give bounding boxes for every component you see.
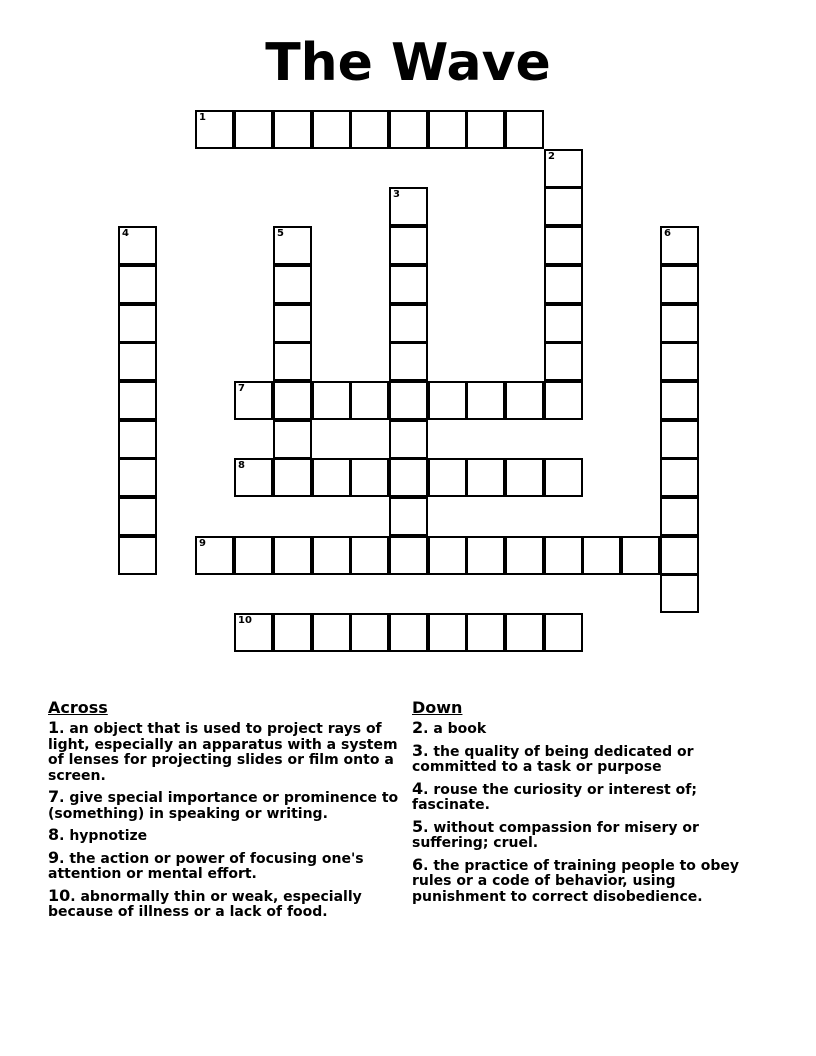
- grid-cell[interactable]: [389, 497, 428, 536]
- grid-cell[interactable]: [428, 110, 467, 149]
- grid-cell[interactable]: [273, 381, 312, 420]
- grid-cell[interactable]: [544, 304, 583, 343]
- grid-cell[interactable]: [312, 110, 351, 149]
- grid-cell[interactable]: [234, 458, 273, 497]
- grid-cell[interactable]: [660, 536, 699, 575]
- cell-number: 6: [664, 228, 671, 239]
- grid-cell[interactable]: [660, 420, 699, 459]
- grid-cell[interactable]: [544, 149, 583, 188]
- grid-cell[interactable]: [312, 381, 351, 420]
- clue-text: the practice of training people to obey rules or a code of behavior, using punishment to correct disobedience.: [412, 857, 740, 905]
- cell-number: 7: [238, 383, 245, 394]
- grid-cell[interactable]: [118, 420, 157, 459]
- grid-cell[interactable]: [660, 265, 699, 304]
- clue-text: rouse the curiosity or interest of; fascinate.: [412, 781, 697, 813]
- clue-number: 3: [412, 740, 424, 760]
- grid-cell[interactable]: [234, 536, 273, 575]
- clue-number: 1: [48, 718, 60, 737]
- clue-number: 10: [48, 885, 71, 905]
- grid-cell[interactable]: [389, 613, 428, 652]
- grid-cell[interactable]: [544, 226, 583, 265]
- grid-cell[interactable]: [544, 187, 583, 226]
- grid-cell[interactable]: [389, 458, 428, 497]
- grid-cell[interactable]: [466, 458, 505, 497]
- grid-cell[interactable]: [312, 536, 351, 575]
- grid-cell[interactable]: [195, 110, 234, 149]
- grid-cell[interactable]: [466, 613, 505, 652]
- clue-text: hypnotize: [69, 828, 148, 844]
- grid-cell[interactable]: [505, 110, 544, 149]
- grid-cell[interactable]: [544, 342, 583, 381]
- grid-cell[interactable]: [350, 110, 389, 149]
- grid-cell[interactable]: [273, 304, 312, 343]
- grid-cell[interactable]: [118, 536, 157, 575]
- grid-cell[interactable]: [544, 613, 583, 652]
- grid-cell[interactable]: [350, 381, 389, 420]
- cell-number: 10: [238, 615, 252, 626]
- grid-cell[interactable]: [428, 381, 467, 420]
- grid-cell[interactable]: [273, 226, 312, 265]
- grid-cell[interactable]: [350, 458, 389, 497]
- grid-cell[interactable]: [582, 536, 621, 575]
- grid-cell[interactable]: [350, 613, 389, 652]
- grid-cell[interactable]: [273, 458, 312, 497]
- grid-cell[interactable]: [234, 381, 273, 420]
- grid-cell[interactable]: [118, 226, 157, 265]
- clue-across: 7. give special importance or prominence to (something) in speaking or writing.: [48, 787, 399, 822]
- clue-text: without compassion for misery or suffering; cruel.: [412, 819, 699, 851]
- clue-number: 7: [48, 787, 60, 806]
- across-heading: Across: [48, 698, 108, 717]
- grid-cell[interactable]: [389, 265, 428, 304]
- grid-cell[interactable]: [544, 458, 583, 497]
- down-clues: [412, 698, 764, 910]
- clue-text: the action or power of focusing one's attention or mental effort.: [48, 850, 364, 882]
- grid-cell[interactable]: [660, 304, 699, 343]
- clue-number: 5: [412, 816, 424, 836]
- clue-number: 6: [412, 854, 424, 874]
- grid-cell[interactable]: [389, 226, 428, 265]
- clue-across: 9. the action or power of focusing one's attention or mental effort.: [48, 847, 364, 882]
- grid-cell[interactable]: [660, 458, 699, 497]
- cell-number: 5: [277, 228, 284, 239]
- grid-cell[interactable]: [389, 342, 428, 381]
- grid-cell[interactable]: [466, 381, 505, 420]
- grid-cell[interactable]: [428, 613, 467, 652]
- grid-cell[interactable]: [273, 342, 312, 381]
- grid-cell[interactable]: [544, 381, 583, 420]
- grid-cell[interactable]: [273, 420, 312, 459]
- clue-text: give special importance or prominence to (something) in speaking or writing.: [48, 790, 399, 822]
- grid-cell[interactable]: [389, 420, 428, 459]
- grid-cell[interactable]: [195, 536, 234, 575]
- grid-cell[interactable]: [389, 110, 428, 149]
- clue-down: 3. the quality of being dedicated or committed to a task or purpose: [412, 740, 694, 775]
- grid-cell[interactable]: [544, 265, 583, 304]
- grid-cell[interactable]: [466, 536, 505, 575]
- clue-text: abnormally thin or weak, especially because of illness or a lack of food.: [48, 888, 362, 920]
- clue-number: 2: [412, 718, 424, 737]
- grid-cell[interactable]: [505, 458, 544, 497]
- grid-cell[interactable]: [273, 613, 312, 652]
- grid-cell[interactable]: [660, 342, 699, 381]
- grid-cell[interactable]: [428, 458, 467, 497]
- grid-cell[interactable]: [660, 226, 699, 265]
- clue-across: 1. an object that is used to project rays of light, especially an apparatus with a system of lenses for projecting slides or film onto a screen.: [48, 718, 398, 784]
- clue-down: 5. without compassion for misery or suffering; cruel.: [412, 816, 699, 851]
- grid-cell[interactable]: [118, 381, 157, 420]
- grid-cell[interactable]: [660, 381, 699, 420]
- clue-number: 8: [48, 825, 60, 844]
- grid-cell[interactable]: [660, 574, 699, 613]
- cell-number: 1: [199, 112, 206, 123]
- grid-cell[interactable]: [505, 613, 544, 652]
- grid-cell[interactable]: [118, 304, 157, 343]
- clue-down: 6. the practice of training people to obey rules or a code of behavior, using punishment to correct disobedience.: [412, 854, 740, 905]
- down-heading: Down: [412, 698, 463, 717]
- grid-cell[interactable]: [350, 536, 389, 575]
- cell-number: 3: [393, 189, 400, 200]
- grid-cell[interactable]: [312, 613, 351, 652]
- grid-cell[interactable]: [660, 497, 699, 536]
- cell-number: 8: [238, 460, 245, 471]
- grid-cell[interactable]: [505, 381, 544, 420]
- grid-cell[interactable]: [428, 536, 467, 575]
- clue-text: an object that is used to project rays of light, especially an apparatus with a system of lenses for projecting slides or film onto a screen.: [48, 721, 398, 784]
- clue-across: 10. abnormally thin or weak, especially because of illness or a lack of food.: [48, 885, 362, 920]
- grid-cell[interactable]: [118, 342, 157, 381]
- grid-cell[interactable]: [273, 110, 312, 149]
- cell-number: 4: [122, 228, 129, 239]
- clue-down: 2. a book: [412, 718, 487, 737]
- grid-cell[interactable]: [312, 458, 351, 497]
- clue-number: 4: [412, 778, 424, 798]
- cell-number: 9: [199, 538, 206, 549]
- grid-cell[interactable]: [621, 536, 660, 575]
- grid-cell[interactable]: [389, 304, 428, 343]
- grid-cell[interactable]: [273, 536, 312, 575]
- grid-cell[interactable]: [389, 381, 428, 420]
- page-title: The Wave: [265, 33, 551, 93]
- clue-text: a book: [433, 721, 487, 737]
- grid-cell[interactable]: [505, 536, 544, 575]
- clue-text: the quality of being dedicated or committed to a task or purpose: [412, 743, 694, 775]
- grid-cell[interactable]: [389, 187, 428, 226]
- grid-cell[interactable]: [118, 458, 157, 497]
- clue-across: 8. hypnotize: [48, 825, 148, 844]
- clue-number: 9: [48, 847, 60, 867]
- grid-cell[interactable]: [389, 536, 428, 575]
- grid-cell[interactable]: [234, 110, 273, 149]
- grid-cell[interactable]: [273, 265, 312, 304]
- across-clues: [48, 698, 400, 926]
- grid-cell[interactable]: [118, 265, 157, 304]
- grid-cell[interactable]: [466, 110, 505, 149]
- clue-down: 4. rouse the curiosity or interest of; fascinate.: [412, 778, 697, 813]
- grid-cell[interactable]: [544, 536, 583, 575]
- grid-cell[interactable]: [234, 613, 273, 652]
- cell-number: 2: [548, 151, 555, 162]
- grid-cell[interactable]: [118, 497, 157, 536]
